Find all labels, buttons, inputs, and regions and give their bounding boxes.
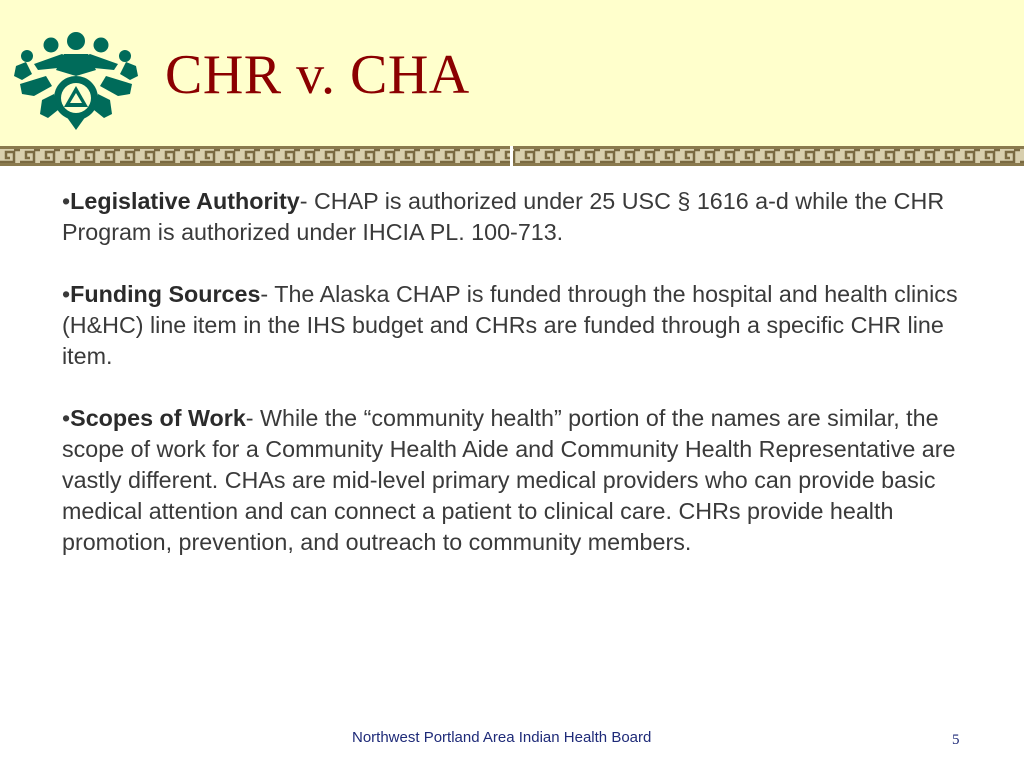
page-number: 5 <box>952 732 960 748</box>
bullet: • <box>62 405 71 431</box>
paragraph-legislative-authority <box>62 186 967 248</box>
term-scopes-of-work: Scopes of Work <box>70 405 246 431</box>
term-legislative-authority: Legislative Authority <box>70 188 300 214</box>
slide-header <box>0 0 1024 146</box>
bullet: • <box>62 188 71 214</box>
paragraph-scopes-of-work <box>62 403 967 558</box>
text-scopes-of-work: - While the “community health” portion of the names are similar, the scope of work for a Community Health Aide and Community Health Representative are vastly different. CHAs are mid-level primary medical providers who can provide basic medical attention and can connect a patient to clinical care. CHRs provide health promotion, prevention, and outreach to community members. <box>62 405 956 555</box>
slide-body <box>62 186 967 589</box>
text-funding-sources: - The Alaska CHAP is funded through the hospital and health clinics (H&HC) line item in the IHS budget and CHRs are funded through a specific CHR line item. <box>62 281 958 369</box>
npaihb-logo-icon <box>12 30 140 132</box>
bullet: • <box>62 281 71 307</box>
text-legislative-authority: - CHAP is authorized under 25 USC § 1616 a-d while the CHR Program is authorized under IHCIA PL. 100-713. <box>62 188 945 245</box>
footer-organization: Northwest Portland Area Indian Health Board <box>352 729 652 746</box>
term-funding-sources: Funding Sources <box>70 281 261 307</box>
paragraph-funding-sources <box>62 279 967 372</box>
slide-title: CHR v. CHA <box>165 44 470 106</box>
decorative-border <box>0 146 1024 166</box>
